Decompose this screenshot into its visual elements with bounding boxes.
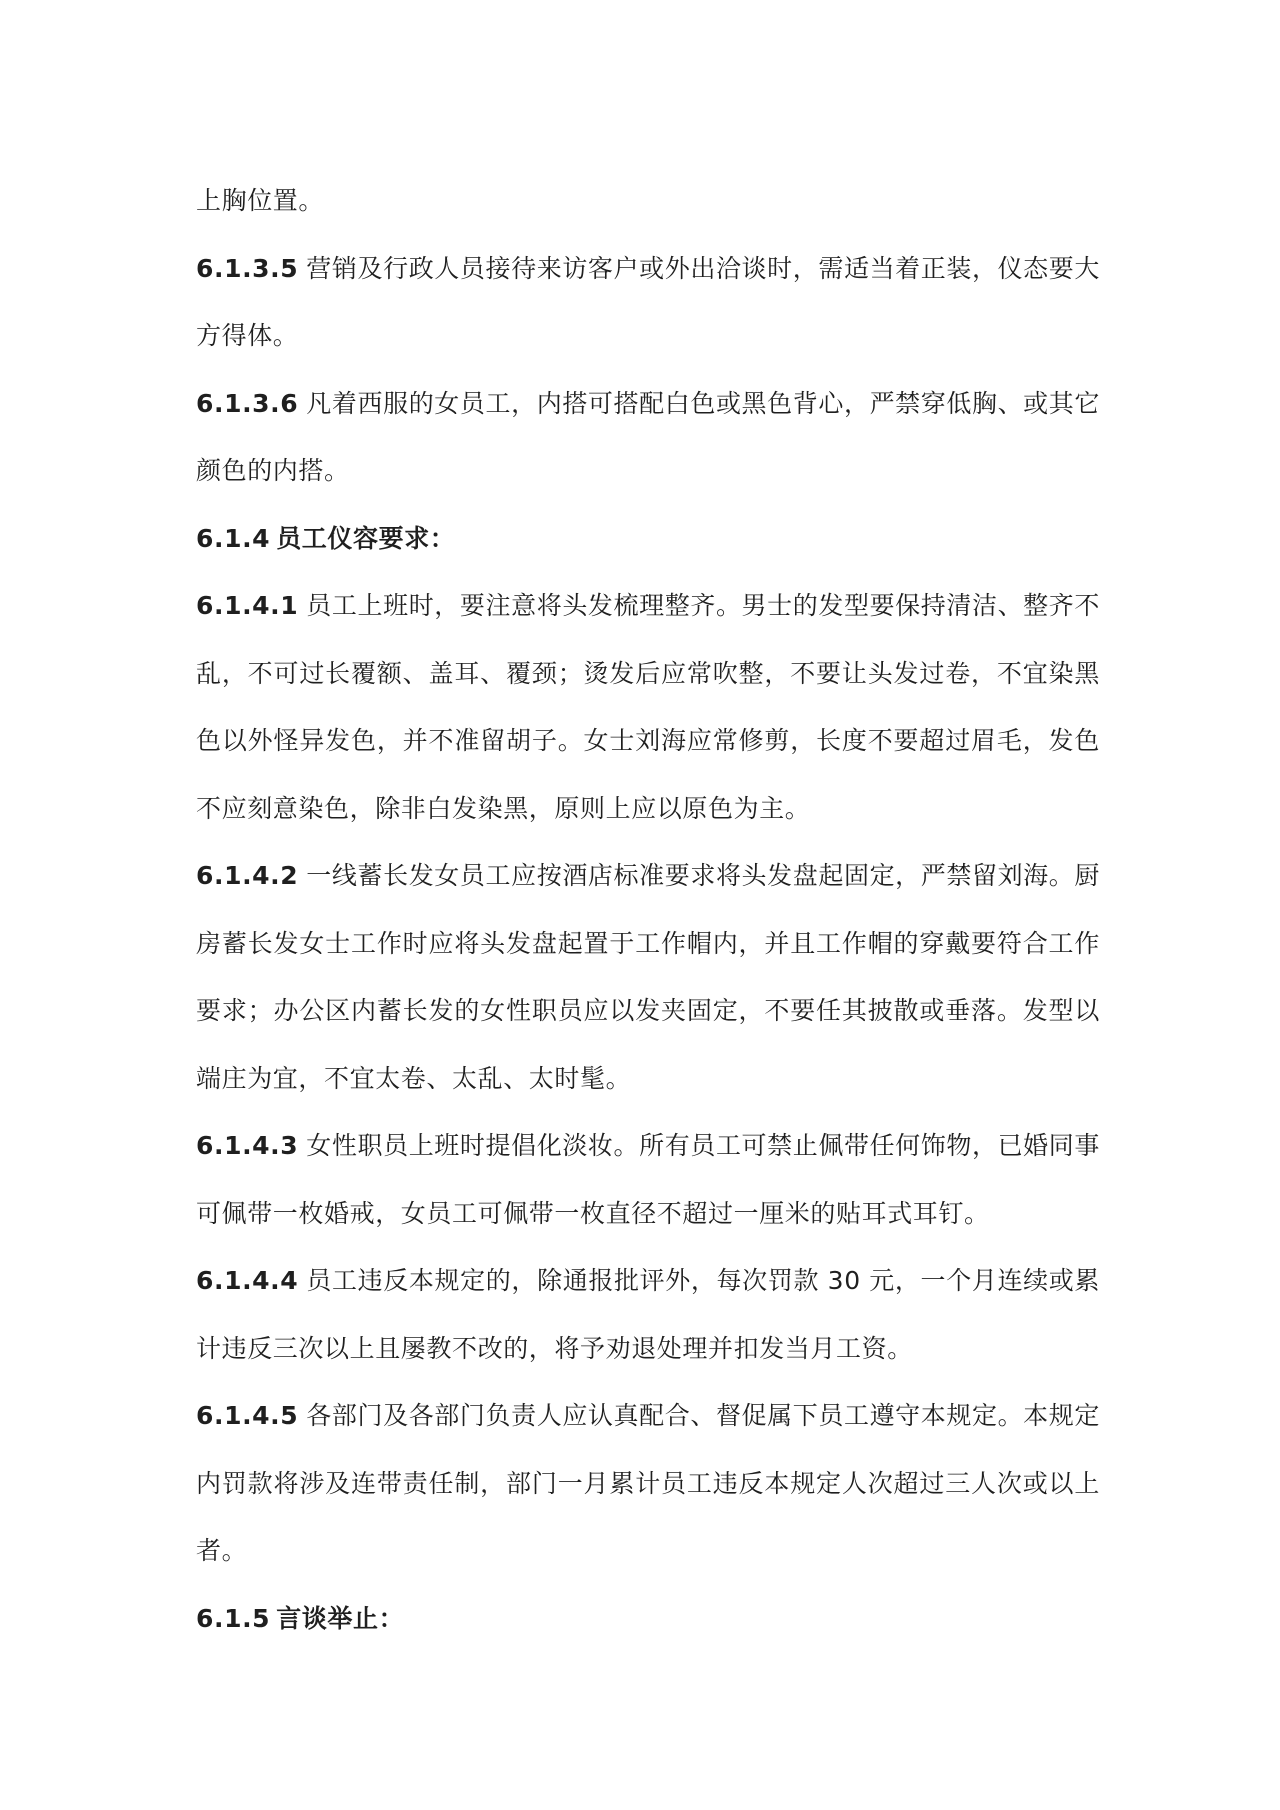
clause-text: 凡着西服的女员工，内搭可搭配白色或黑色背心，严禁穿低胸、或其它颜色的内搭。 (196, 388, 1100, 485)
clause-text: 各部门及各部门负责人应认真配合、督促属下员工遵守本规定。本规定内罚款将涉及连带责任制，部门一月累计员工违反本规定人次超过三人次或以上者。 (196, 1401, 1100, 1565)
section-number: 6.1.4 (196, 523, 271, 553)
clause-text: 员工上班时，要注意将头发梳理整齐。男士的发型要保持清洁、整齐不乱，不可过长覆额、盖耳、覆颈；烫发后应常吹整，不要让头发过卷，不宜染黑色以外怪异发色，并不准留胡子。女士刘海应常修剪，长度不要超过眉毛，发色不应刻意染色，除非白发染黑，原则上应以原色为主。 (196, 591, 1100, 823)
clause-text: 营销及行政人员接待来访客户或外出洽谈时，需适当着正装，仪态要大方得体。 (196, 253, 1100, 350)
clause-text: 女性职员上班时提倡化淡妆。所有员工可禁止佩带任何饰物，已婚同事可佩带一枚婚戒，女员工可佩带一枚直径不超过一厘米的贴耳式耳钉。 (196, 1131, 1100, 1228)
clause-6-1-4-5 (196, 1382, 1100, 1585)
clause-number: 6.1.3.6 (196, 388, 299, 418)
paragraph-continuation (196, 167, 1100, 235)
document-body (196, 167, 1100, 1652)
clause-6-1-4-4 (196, 1247, 1100, 1382)
section-heading-6-1-4 (196, 505, 1100, 573)
clause-number: 6.1.4.4 (196, 1266, 299, 1295)
clause-6-1-3-5 (196, 235, 1100, 370)
clause-number: 6.1.4.1 (196, 591, 299, 620)
clause-number: 6.1.4.2 (196, 861, 299, 890)
section-title: 员工仪容要求： (276, 523, 456, 553)
clause-number: 6.1.4.5 (196, 1401, 299, 1430)
section-number: 6.1.5 (196, 1603, 271, 1633)
clause-6-1-4-1 (196, 572, 1100, 842)
paragraph-text: 上胸位置。 (196, 186, 325, 215)
clause-6-1-4-2 (196, 842, 1100, 1112)
clause-6-1-3-6 (196, 370, 1100, 505)
section-title: 言谈举止： (276, 1603, 405, 1633)
clause-number: 6.1.3.5 (196, 253, 299, 283)
section-heading-6-1-5 (196, 1585, 1100, 1653)
clause-6-1-4-3 (196, 1112, 1100, 1247)
clause-text: 员工违反本规定的，除通报批评外，每次罚款 30 元，一个月连续或累计违反三次以上且屡教不改的，将予劝退处理并扣发当月工资。 (196, 1266, 1100, 1363)
clause-number: 6.1.4.3 (196, 1131, 299, 1160)
clause-text: 一线蓄长发女员工应按酒店标准要求将头发盘起固定，严禁留刘海。厨房蓄长发女士工作时应将头发盘起置于工作帽内，并且工作帽的穿戴要符合工作要求；办公区内蓄长发的女性职员应以发夹固定，不要任其披散或垂落。发型以端庄为宜，不宜太卷、太乱、太时髦。 (196, 861, 1100, 1093)
